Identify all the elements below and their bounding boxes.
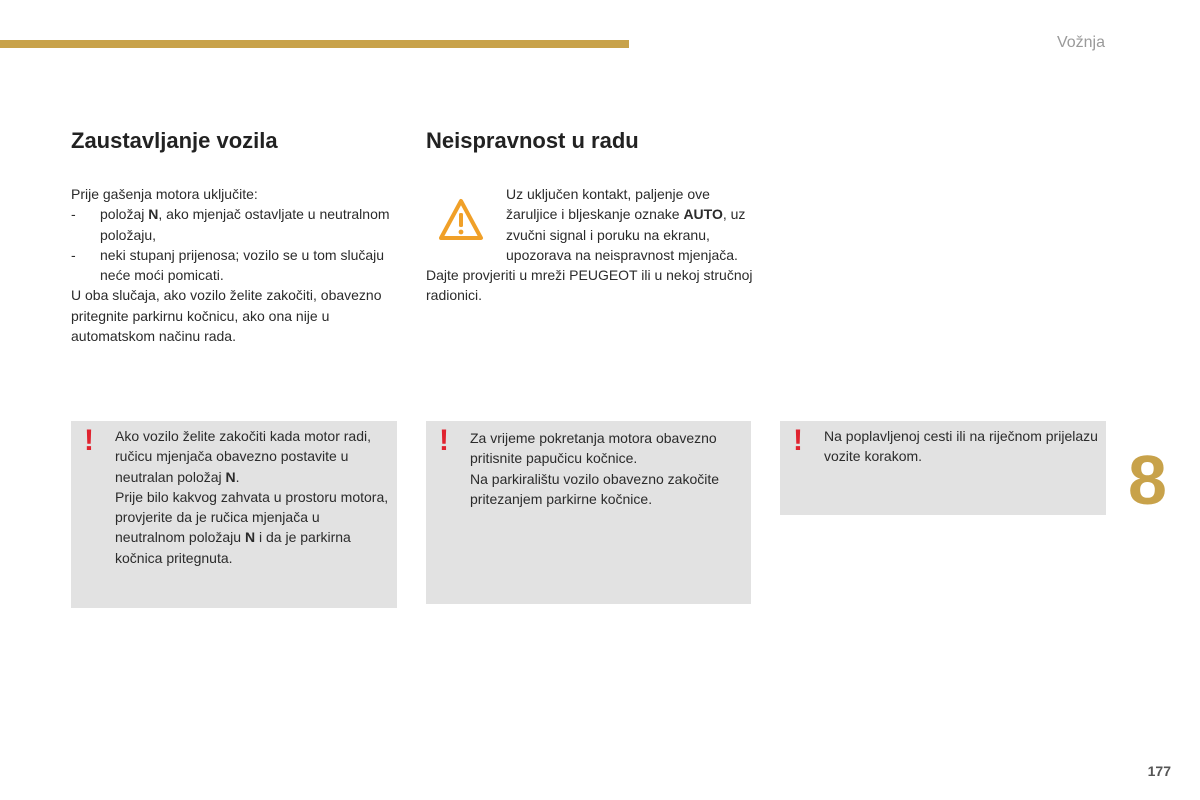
page-number: 177	[1147, 763, 1171, 779]
header-accent-bar	[0, 40, 629, 48]
chapter-number: 8	[1128, 441, 1167, 519]
outro-text: U oba slučaja, ako vozilo želite zakočiti, obavezno pritegnite parkirnu kočnicu, ako ona nije u automatskom načinu rada.	[71, 287, 382, 345]
malfunction-text	[426, 184, 756, 306]
list-item: - položaj N, ako mjenjač ostavljate u neutralnom položaju,	[71, 206, 390, 243]
note-paragraph: Na parkiralištu vozilo obavezno zakočite pritezanjem parkirne kočnice.	[470, 470, 720, 507]
note-paragraph: Ako vozilo želite zakočiti kada motor radi, ručicu mjenjača obavezno postavite u neutralan položaj N.	[115, 428, 371, 485]
stopping-vehicle-text	[71, 184, 401, 346]
note-box	[71, 421, 397, 608]
list-item: - neki stupanj prijenosa; vozilo se u tom slučaju neće moći pomicati.	[71, 246, 385, 284]
intro-text: Prije gašenja motora uključite:	[71, 186, 258, 202]
warning-description: Uz uključen kontakt, paljenje ove žaruljice i bljeskanje oznake AUTO, uz zvučni signal i poruku na ekranu, upozorava na neispravnost mjenjača.	[506, 186, 746, 263]
exclamation-icon: !	[439, 424, 449, 457]
exclamation-icon: !	[84, 424, 94, 457]
note-box	[780, 421, 1106, 515]
stopping-vehicle-heading: Zaustavljanje vozila	[71, 128, 278, 153]
advice-text: Dajte provjeriti u mreži PEUGEOT ili u nekoj stručnoj radionici.	[426, 267, 753, 304]
note-paragraph: Na poplavljenoj cesti ili na riječnom prijelazu vozite korakom.	[824, 428, 1098, 465]
section-label: Vožnja	[1056, 34, 1105, 51]
exclamation-icon: !	[793, 424, 803, 457]
malfunction-heading: Neispravnost u radu	[426, 128, 639, 153]
note-paragraph: Za vrijeme pokretanja motora obavezno pritisnite papučicu kočnice.	[470, 430, 717, 467]
note-paragraph: Prije bilo kakvog zahvata u prostoru motora, provjerite da je ručica mjenjača u neutralnom položaju N i da je parkirna kočnica pritegnuta.	[115, 488, 389, 566]
note-box	[426, 421, 751, 604]
